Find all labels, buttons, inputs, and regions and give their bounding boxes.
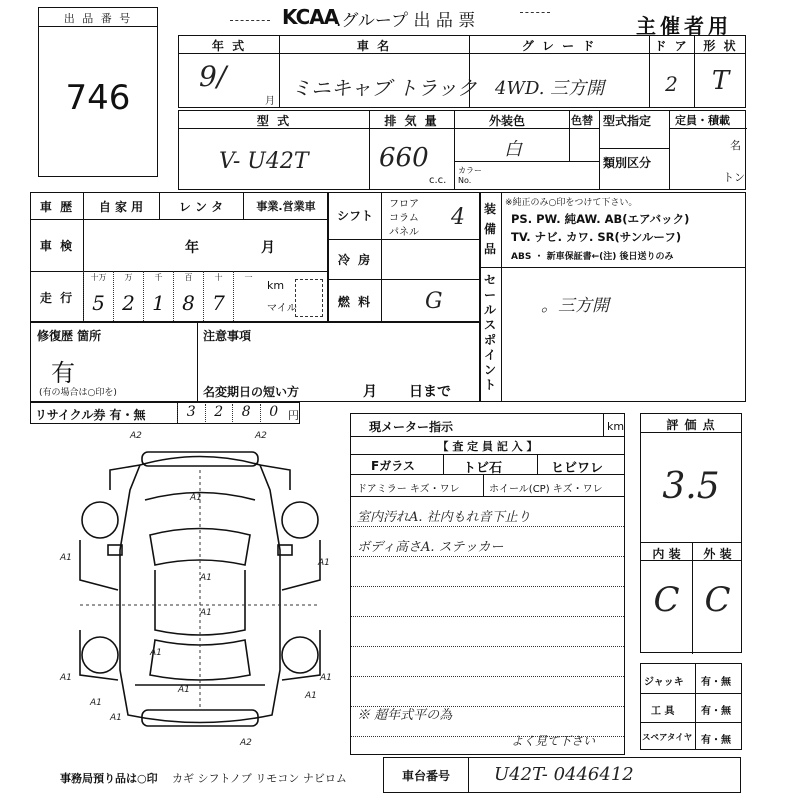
- mile-unit: マイル: [267, 303, 297, 314]
- mileage-digit: 8: [182, 291, 195, 315]
- role-label: 主催者用: [636, 14, 732, 38]
- mileage-digit-cell: [203, 271, 233, 323]
- office-items: カギ シフトノブ リモコン ナビロム: [172, 772, 347, 785]
- chassis-block: [383, 757, 741, 793]
- damage-mark: A1: [60, 553, 72, 563]
- shape-label: 形 状: [703, 39, 738, 53]
- year-label: 年 式: [211, 39, 247, 53]
- damage-mark: A1: [320, 673, 332, 683]
- cc-unit: c.c.: [429, 175, 447, 186]
- model-label: 型 式: [256, 114, 292, 128]
- displacement-value: 660: [379, 143, 429, 173]
- mileage-digit-cell: [113, 271, 143, 323]
- equipment-label: 装 備 品: [484, 202, 497, 256]
- equipment-block: [480, 192, 746, 402]
- km-unit: km: [267, 279, 285, 292]
- damage-mark: A2: [130, 431, 142, 441]
- recycle-digits: [177, 403, 287, 423]
- damage-mark: A1: [60, 673, 72, 683]
- inspector-comment-3: ※ 超年式平の為: [357, 708, 453, 723]
- equipment-note: ※純正のみ○印をつけて下さい。: [505, 198, 638, 208]
- damage-mark: A2: [240, 738, 252, 748]
- inspector-comment-4: よく見て下さい: [511, 734, 596, 748]
- exterior-color-value: 白: [504, 139, 522, 160]
- history-block: [30, 192, 328, 322]
- score-label: 評 価 点: [666, 418, 716, 432]
- mileage-digit-header: 百: [184, 273, 193, 282]
- tool-jack-label: ジャッキ: [644, 677, 684, 688]
- mileage-digit: 7: [212, 291, 225, 315]
- recycle-block: [30, 402, 300, 424]
- mileage-digit-header: 千: [154, 273, 163, 282]
- mileage-digit-cell: [233, 271, 263, 323]
- inspector-block: [350, 413, 625, 755]
- inspector-header: 【 査 定 員 記 入 】: [437, 440, 538, 453]
- meter-label: 現メーター指示: [369, 420, 454, 434]
- car-name-value: ミニキャブ トラック: [291, 76, 477, 100]
- ac-label: 冷 房: [337, 253, 373, 267]
- lot-number-box: [38, 7, 158, 177]
- sales-point-value: 。三方開: [541, 296, 609, 316]
- mirror-label: ドアミラー キズ・ワレ: [357, 484, 460, 495]
- fuel-label: 燃 料: [337, 295, 373, 309]
- form-title: .グループ 出 品 票: [336, 11, 476, 31]
- damage-mark: A1: [200, 573, 212, 583]
- interior-label: 内 装: [652, 547, 681, 561]
- history-label: 車 歴: [39, 200, 75, 214]
- mileage-digit-cell: [143, 271, 173, 323]
- color-no-label: カラー No.: [458, 166, 482, 185]
- exterior-value: C: [704, 580, 731, 620]
- damage-mark: A1: [110, 713, 122, 723]
- damage-mark: A1: [305, 691, 317, 701]
- damage-mark: A1: [90, 698, 102, 708]
- tons-unit: トン: [723, 171, 745, 184]
- mileage-digit-header: 十: [214, 273, 223, 282]
- shift-label: シフト: [336, 209, 373, 223]
- inspector-comment-2: ボディ高さA. ステッカー: [357, 540, 504, 555]
- displacement-label: 排 気 量: [384, 114, 439, 128]
- vehicle-damage-diagram: [50, 430, 350, 750]
- tool-jack-value: 有・無: [701, 677, 731, 688]
- shift-block: [328, 192, 480, 322]
- chassis-label: 車台番号: [401, 769, 450, 783]
- car-name-label: 車 名: [356, 39, 392, 53]
- repair-value: 有: [51, 359, 75, 387]
- notes-label: 注意事項: [203, 329, 252, 343]
- mileage-digit-cell: [173, 271, 203, 323]
- shift-opt-floor: フロア: [389, 199, 419, 210]
- mileage-digit-header: 万: [124, 273, 133, 282]
- office-note: 事務局預り品は○印: [60, 772, 158, 785]
- damage-mark: A1: [200, 608, 212, 618]
- tool-spare-value: 有・無: [701, 735, 731, 746]
- shift-value: 4: [451, 205, 465, 230]
- tool-kit-label: 工 具: [651, 706, 675, 717]
- recycle-digit: 0: [260, 404, 288, 422]
- category-label: 類別区分: [603, 156, 652, 170]
- type-designation-label: 型式指定: [603, 114, 652, 128]
- color-change-label: 色替: [571, 114, 593, 127]
- damage-mark: A2: [255, 431, 267, 441]
- interior-value: C: [653, 580, 680, 620]
- shift-opt-column: コラム: [389, 213, 419, 224]
- grade-label: グ レ ー ド: [521, 39, 597, 53]
- mileage-digits: [83, 271, 263, 323]
- glass-label: Fガラス: [371, 459, 415, 473]
- exterior-label: 外 装: [703, 547, 732, 561]
- damage-mark: A1: [150, 648, 162, 658]
- rename-month: 月: [363, 384, 379, 400]
- meter-km-unit: km: [607, 420, 625, 433]
- history-opt-rental: レ ン タ: [178, 200, 224, 214]
- year-value: 9/: [199, 60, 227, 93]
- shift-opt-panel: パネル: [389, 227, 419, 238]
- history-opt-business: 事業.営業車: [256, 200, 316, 213]
- inspection-month: 月: [261, 240, 277, 256]
- mileage-digit-header: 十万: [90, 273, 107, 282]
- vehicle-row1: [178, 35, 746, 108]
- lot-number-value: 746: [65, 78, 131, 118]
- mileage-label: 走 行: [39, 291, 75, 305]
- recycle-digit: 8: [232, 404, 260, 422]
- score-block: [640, 413, 742, 653]
- doors-value: 2: [665, 72, 678, 96]
- sales-point-label: セールスポイント: [484, 273, 497, 392]
- fuel-value: G: [425, 289, 443, 314]
- doors-label: ド ア: [654, 39, 689, 53]
- month-unit: 月: [265, 96, 275, 107]
- mileage-digit: 1: [152, 291, 165, 315]
- mileage-digit: 5: [92, 291, 105, 315]
- shape-value: T: [711, 66, 730, 96]
- tool-kit-value: 有・無: [701, 706, 731, 717]
- mile-checkbox[interactable]: [295, 279, 323, 317]
- org-logo: KCAA: [282, 5, 339, 29]
- inspector-comment-1: 室内汚れA. 社内もれ音下止り: [357, 510, 531, 525]
- recycle-yen-unit: 円: [288, 409, 299, 422]
- tool-spare-label: スペアタイヤ: [642, 733, 693, 743]
- mileage-digit: 2: [122, 291, 135, 315]
- recycle-label: リサイクル券 有・無: [35, 408, 146, 422]
- history-opt-private: 自 家 用: [98, 200, 144, 214]
- rename-day: 日まで: [409, 384, 451, 400]
- repair-note: (有の場合は○印を): [39, 388, 117, 398]
- glass-opt-chip: トビ石: [463, 461, 503, 476]
- wheel-label: ホイール(CP) キズ・ワレ: [489, 484, 603, 495]
- damage-mark: A1: [178, 685, 190, 695]
- capacity-label: 定員・積載: [675, 114, 730, 127]
- equipment-line1: PS. PW. 純AW. AB(エアバック): [511, 212, 690, 226]
- rename-label: 名変期日の短い方: [203, 385, 300, 399]
- recycle-digit: 2: [205, 404, 233, 422]
- inspection-year: 年: [185, 240, 201, 256]
- mileage-digit-header: 一: [244, 273, 253, 282]
- grade-value: 4WD. 三方開: [495, 78, 605, 99]
- mileage-digit-cell: [83, 271, 113, 323]
- equipment-line2: TV. ナビ. カワ. SR(サンルーフ): [511, 230, 682, 244]
- damage-mark: A1: [190, 493, 202, 503]
- score-value: 3.5: [662, 466, 720, 507]
- recycle-digit: 3: [177, 404, 205, 422]
- tools-block: [640, 663, 742, 750]
- repair-block: [30, 322, 480, 402]
- persons-unit: 名: [730, 139, 741, 152]
- damage-mark: A1: [318, 558, 330, 568]
- inspection-label: 車 検: [39, 239, 75, 253]
- equipment-line3: ABS ・ 新車保証書←(注) 後日送りのみ: [511, 252, 674, 262]
- chassis-value: U42T- 0446412: [494, 764, 634, 785]
- exterior-color-label: 外装色: [489, 114, 526, 128]
- glass-opt-crack: ヒビワレ: [551, 461, 604, 476]
- vehicle-row2: [178, 110, 746, 190]
- repair-label: 修復歴 箇所: [37, 329, 102, 343]
- lot-number-label: 出 品 番 号: [63, 12, 133, 25]
- model-value: V- U42T: [219, 149, 309, 174]
